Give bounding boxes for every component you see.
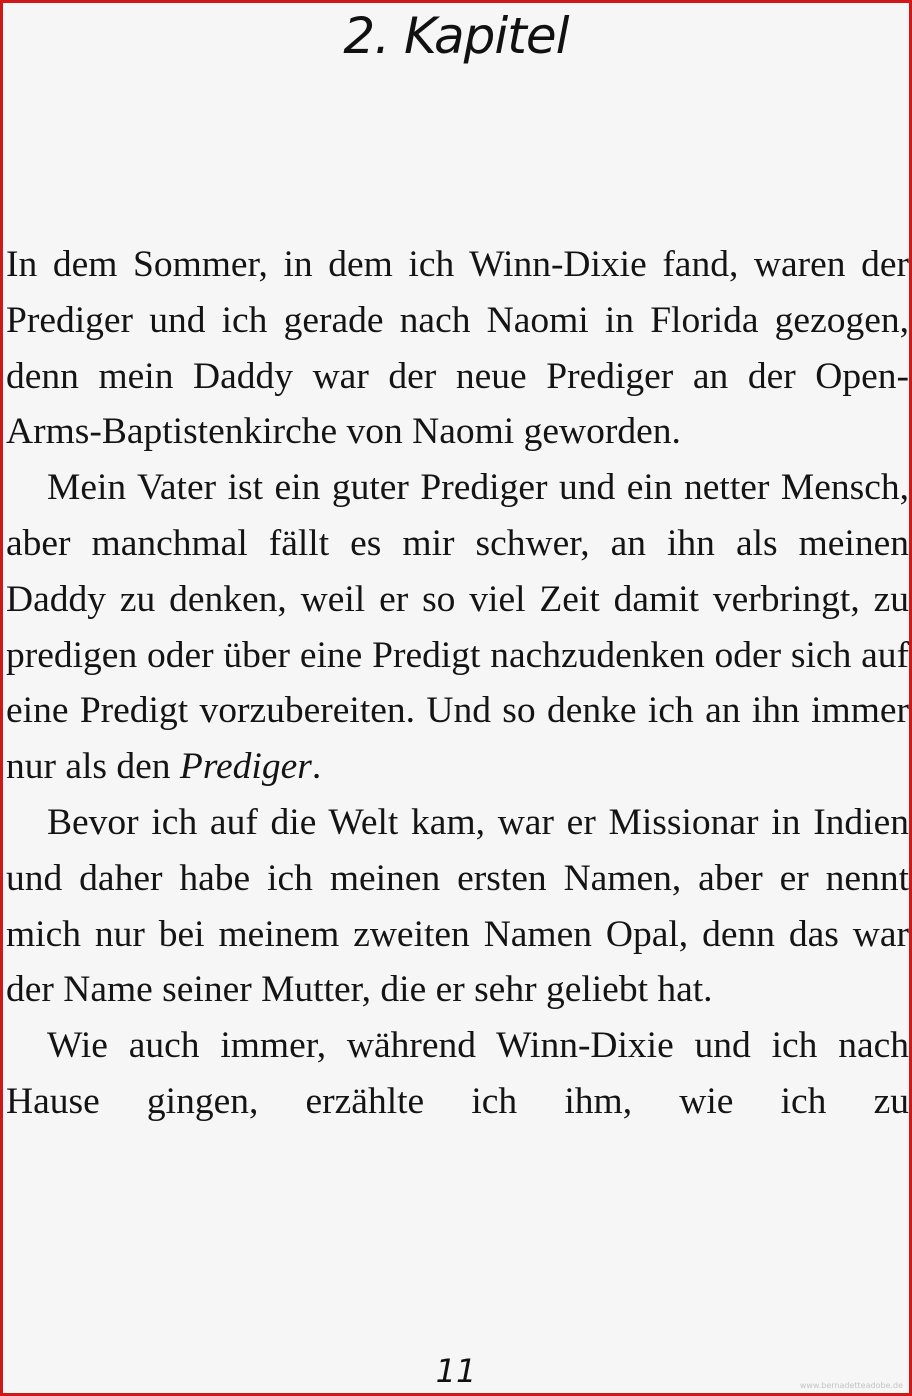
watermark: www.bernadetteadobe.de bbox=[799, 1381, 903, 1390]
paragraph-2-emphasis: Prediger bbox=[179, 746, 312, 788]
paragraph-2-text: Mein Vater ist ein guter Prediger und ein netter Mensch, aber manchmal fällt es mir schwer, an ihn als meinen Daddy zu denken, weil er so viel Zeit damit verbringt, zu predigen oder über eine Predigt nachzudenken oder sich auf eine Predigt vorzubereiten. Und so denke ich an ihn immer nur als den bbox=[6, 467, 909, 788]
paragraph-2-end: . bbox=[311, 746, 322, 788]
paragraph-4: Wie auch immer, während Winn-Dixie und ich nach Hause gingen, erzählte ich ihm, wie ich zu bbox=[6, 1025, 909, 1122]
chapter-body bbox=[6, 237, 909, 1130]
paragraph-1: In dem Sommer, in dem ich Winn-Dixie fand, waren der Prediger und ich gerade nach Naomi in Florida gezogen, denn mein Daddy war der neue Prediger an der Open-Arms-Baptistenkirche von Naomi geworden. bbox=[6, 244, 909, 453]
chapter-title: 2. Kapitel bbox=[343, 7, 569, 65]
paragraph-3: Bevor ich auf die Welt kam, war er Missionar in Indien und daher habe ich meinen ersten Namen, aber er nennt mich nur bei meinem zweiten Namen Opal, denn das war der Name seiner Mutter, die er sehr geliebt hat. bbox=[6, 801, 909, 1011]
paragraph-2 bbox=[6, 460, 909, 795]
page-number: 11 bbox=[435, 1352, 477, 1390]
